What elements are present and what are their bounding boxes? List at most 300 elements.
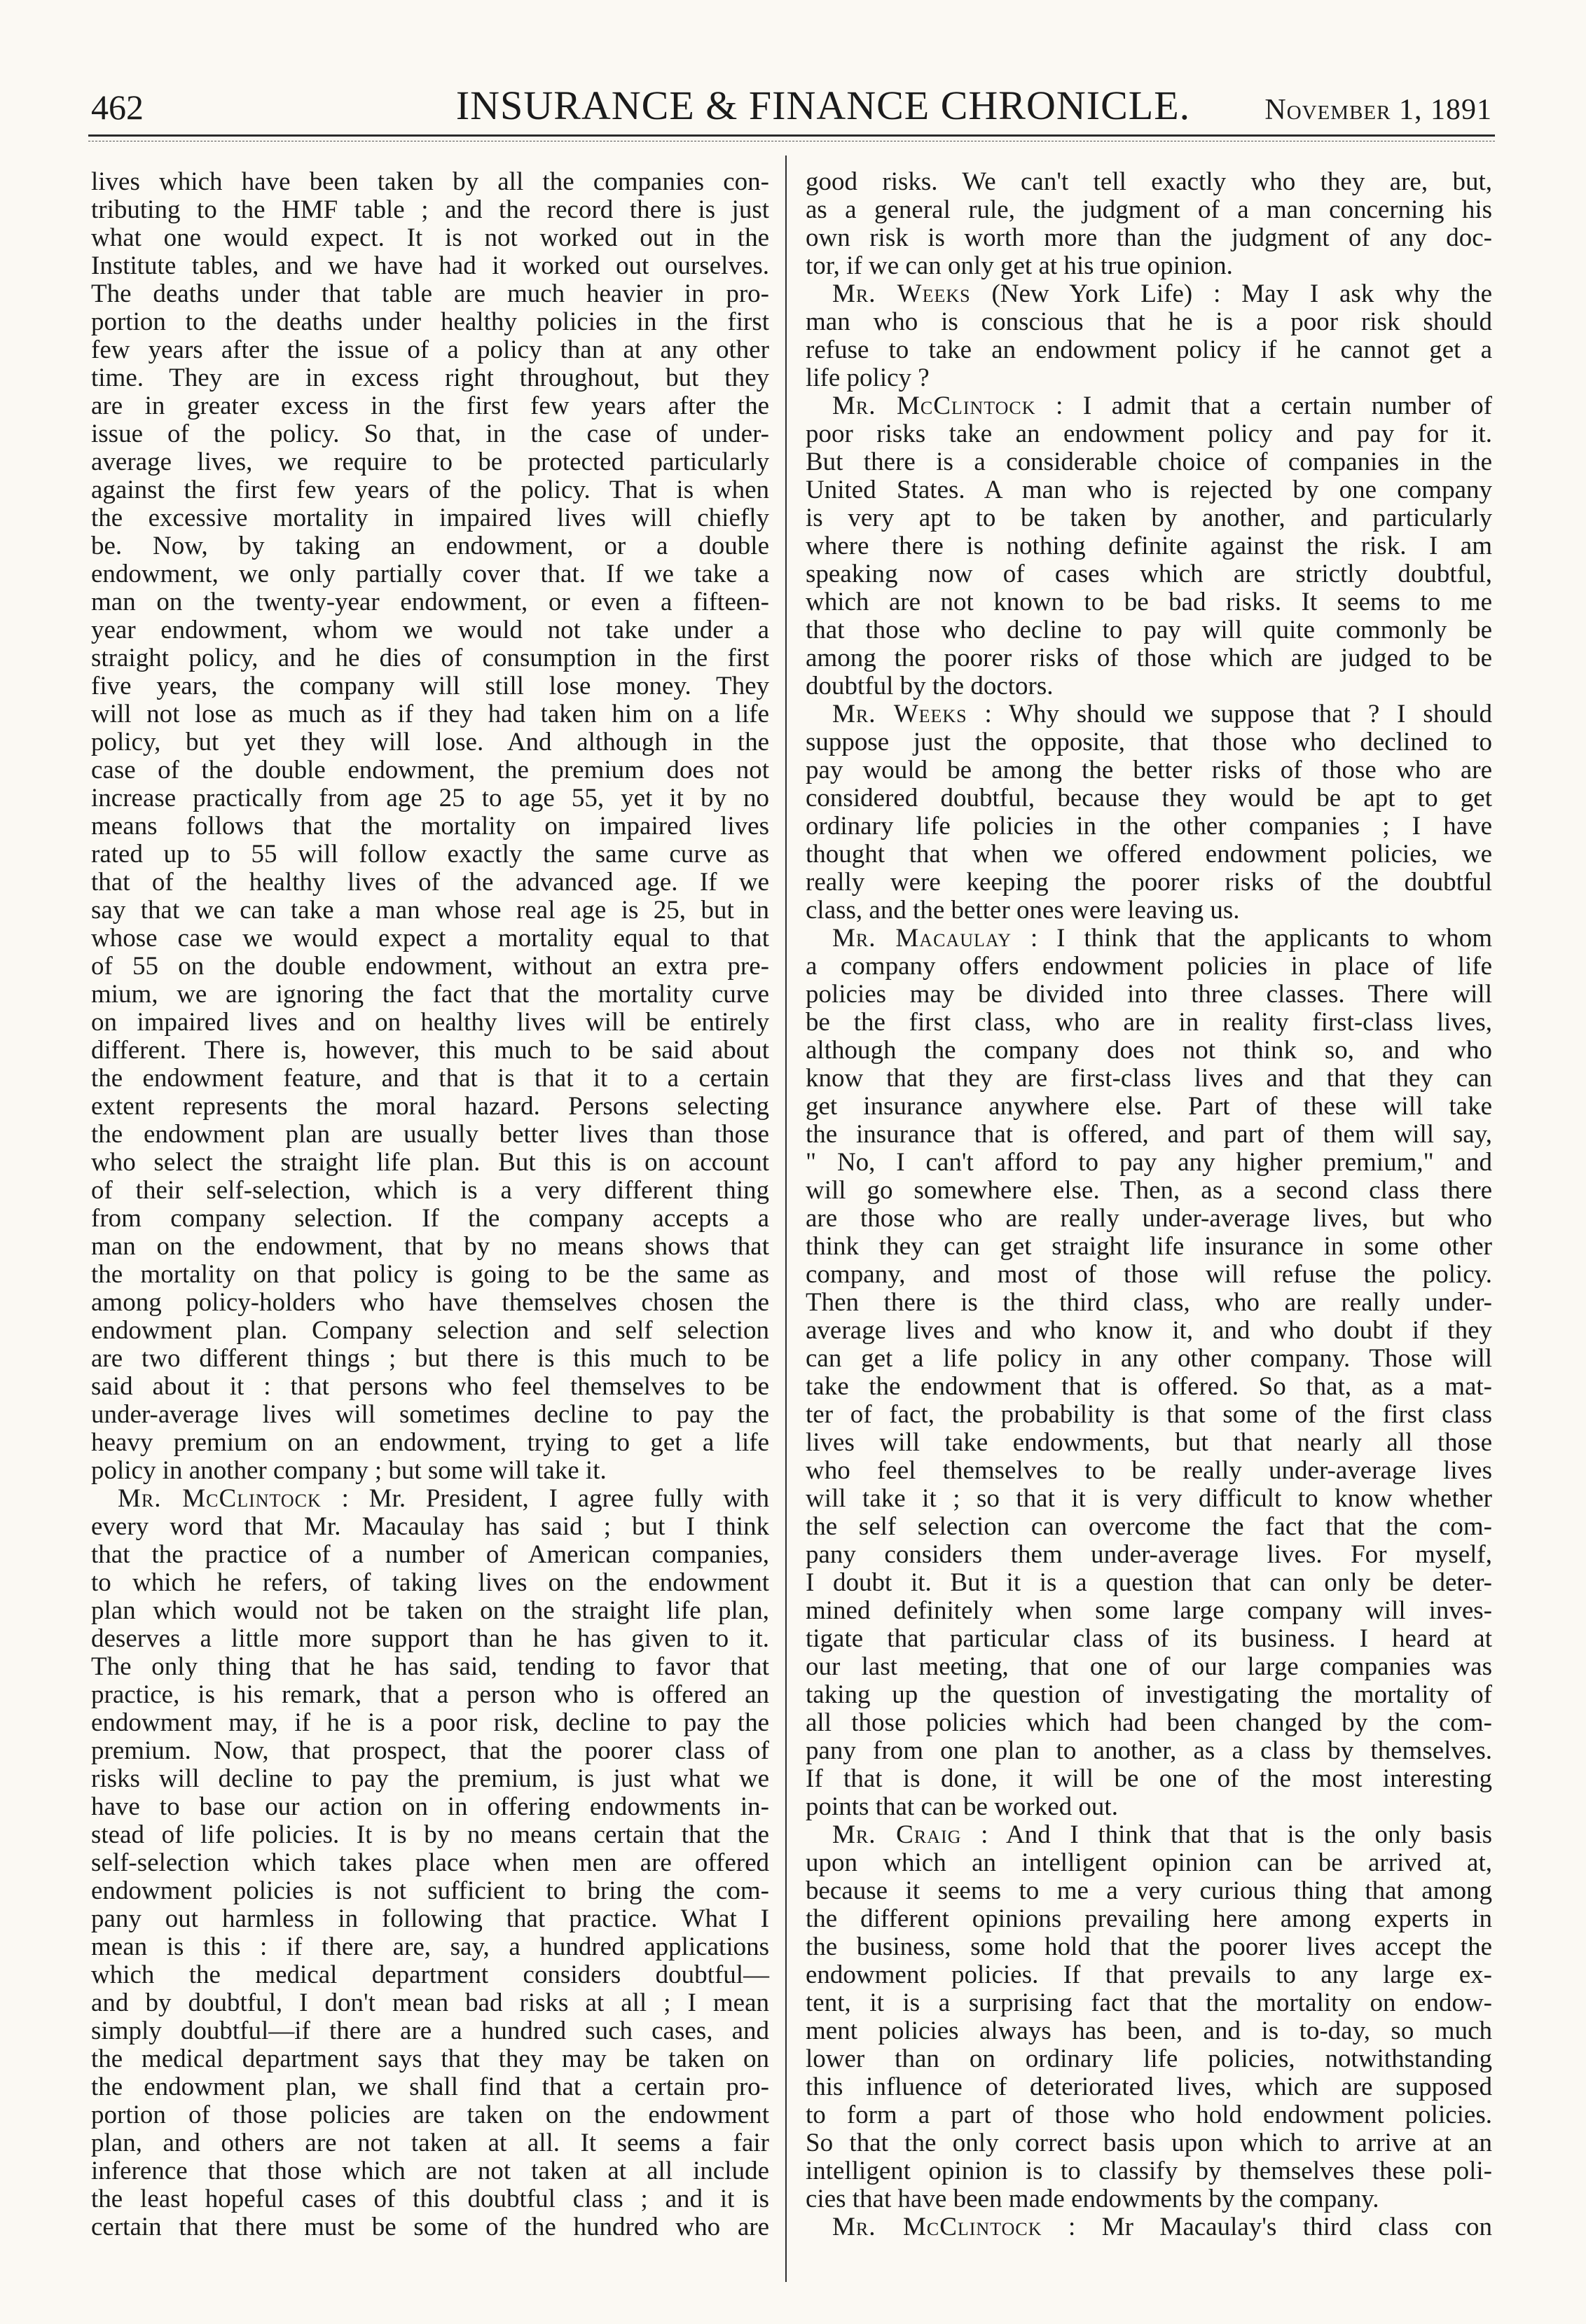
text-line [806, 1429, 1492, 1457]
text-line [806, 1541, 1492, 1569]
text-line [91, 672, 769, 700]
text-line [806, 2101, 1492, 2129]
text-line [91, 981, 769, 1009]
paragraph [806, 700, 1492, 925]
line-text: plan, and others are not taken at all. It seems a fair [91, 2129, 769, 2157]
text-line [91, 1261, 769, 1289]
text-line [91, 700, 769, 728]
text-line [806, 897, 1492, 925]
line-text: pany out harmless in following that practice. What I [91, 1904, 769, 1933]
line-text: among the poorer risks of those which are judged to be [806, 644, 1492, 672]
line-text: get insurance anywhere else. Part of these will take [806, 1092, 1492, 1121]
line-text: the mortality on that policy is going to be the same as [91, 1260, 769, 1289]
text-line [806, 1737, 1492, 1765]
line-text: different. There is, however, this much to be said about [91, 1036, 769, 1065]
page-title: INSURANCE & FINANCE CHRONICLE. [455, 83, 1191, 128]
text-line [806, 700, 1492, 728]
text-line [91, 841, 769, 869]
line-text: the medical department says that they may be taken on [91, 2045, 769, 2073]
line-text: plan which would not be taken on the straight life plan, [91, 1596, 769, 1625]
paragraph [91, 168, 769, 1485]
text-line [91, 784, 769, 812]
line-text: who select the straight life plan. But this is on account [91, 1148, 769, 1177]
line-text: all those policies which had been changed by the com- [806, 1708, 1492, 1737]
text-line [806, 1709, 1492, 1737]
text-line [806, 1205, 1492, 1233]
text-line [91, 1597, 769, 1625]
line-text: lower than on ordinary life policies, notwithstanding [806, 2045, 1492, 2073]
line-text: class, and the better ones were leaving us. [806, 896, 1240, 925]
text-line [806, 504, 1492, 532]
line-text: policy in another company ; but some will take it. [91, 1456, 607, 1485]
line-text: be the first class, who are in reality first-class lives, [806, 1008, 1492, 1037]
line-text: The only thing that he has said, tending to favor that [91, 1652, 769, 1681]
line-text: Then there is the third class, who are really under- [806, 1288, 1492, 1317]
line-text: what one would expect. It is not worked out in the [91, 223, 769, 252]
text-line [91, 1289, 769, 1317]
text-line [806, 644, 1492, 672]
line-text: considered doubtful, because they would be apt to get [806, 784, 1492, 812]
line-text: the endowment plan are usually better lives than those [91, 1120, 769, 1149]
text-line [806, 1317, 1492, 1345]
text-line [91, 308, 769, 336]
line-text: to which he refers, of taking lives on the endowment [91, 1568, 769, 1597]
text-line [806, 224, 1492, 252]
text-line [91, 2129, 769, 2157]
line-text: deserves a little more support than he has given to it. [91, 1624, 769, 1653]
text-line [91, 1457, 769, 1485]
text-line [91, 1793, 769, 1821]
text-line [806, 1289, 1492, 1317]
text-line [91, 1121, 769, 1149]
line-text: pany from one plan to another, as a class by themselves. [806, 1736, 1492, 1765]
text-line [806, 1765, 1492, 1793]
text-line [806, 420, 1492, 448]
text-line [806, 1485, 1492, 1513]
line-text: tor, if we can only get at his true opinion. [806, 251, 1233, 280]
text-line [806, 392, 1492, 420]
text-line [91, 224, 769, 252]
line-text: where there is nothing definite against the risk. I am [806, 532, 1492, 560]
left-column [91, 168, 769, 2241]
line-text: think they can get straight life insurance in some other [806, 1232, 1492, 1261]
text-line [806, 1989, 1492, 2017]
text-line [806, 1681, 1492, 1709]
line-text: rated up to 55 will follow exactly the same curve as [91, 840, 769, 869]
text-line [806, 2129, 1492, 2157]
text-line [806, 532, 1492, 560]
line-text: the business, some hold that the poorer lives accept the [806, 1932, 1492, 1961]
text-line [806, 168, 1492, 196]
text-line [91, 1989, 769, 2017]
text-line [806, 1933, 1492, 1961]
line-text: certain that there must be some of the hundred who are [91, 2213, 769, 2241]
line-text: practice, is his remark, that a person who is offered an [91, 1680, 769, 1709]
text-line [91, 728, 769, 756]
text-line [806, 1401, 1492, 1429]
line-text: the excessive mortality in impaired lives will chiefly [91, 504, 769, 532]
paragraph [806, 392, 1492, 700]
text-line [91, 1065, 769, 1093]
text-line [91, 196, 769, 224]
line-text: United States. A man who is rejected by one company [806, 476, 1492, 504]
line-text: portion of those policies are taken on the endowment [91, 2101, 769, 2129]
text-line [806, 2185, 1492, 2213]
line-text: inference that those which are not taken at all include [91, 2157, 769, 2185]
line-text: issue of the policy. So that, in the case of under- [91, 420, 769, 448]
line-text: are in greater excess in the first few years after the [91, 392, 769, 420]
text-line [91, 616, 769, 644]
line-text: the insurance that is offered, and part of them will say, [806, 1120, 1492, 1149]
column-divider [785, 155, 787, 2282]
text-line [806, 1093, 1492, 1121]
paragraph [806, 168, 1492, 280]
text-line [91, 448, 769, 476]
line-text: five years, the company will still lose money. They [91, 672, 769, 700]
line-text: heavy premium on an endowment, trying to get a life [91, 1428, 769, 1457]
text-line [806, 1345, 1492, 1373]
text-line [91, 1653, 769, 1681]
line-text: portion to the deaths under healthy policies in the first [91, 307, 769, 336]
text-line [91, 925, 769, 953]
line-text: be. Now, by taking an endowment, or a double [91, 532, 769, 560]
text-line [91, 588, 769, 616]
line-text: lives which have been taken by all the companies con- [91, 167, 769, 196]
text-line [806, 1177, 1492, 1205]
text-line [806, 756, 1492, 784]
text-line [806, 336, 1492, 364]
line-text: whose case we would expect a mortality equal to that [91, 924, 769, 953]
text-line [91, 1317, 769, 1345]
line-text: upon which an intelligent opinion can be arrived at, [806, 1848, 1492, 1877]
text-line [91, 1513, 769, 1541]
line-text: that of the healthy lives of the advanced age. If we [91, 868, 769, 897]
line-text: suppose just the opposite, that those who declined to [806, 728, 1492, 756]
text-line [91, 336, 769, 364]
text-line [806, 953, 1492, 981]
text-line [91, 1373, 769, 1401]
text-line [806, 2017, 1492, 2045]
issue-date: November 1, 1891 [1264, 94, 1492, 126]
line-text: know that they are first-class lives and that they can [806, 1064, 1492, 1093]
paragraph [806, 925, 1492, 1821]
text-line [91, 560, 769, 588]
text-line [91, 1821, 769, 1849]
text-line [806, 2045, 1492, 2073]
text-line [806, 560, 1492, 588]
text-line [806, 869, 1492, 897]
line-text: which are not known to be bad risks. It seems to me [806, 588, 1492, 616]
header-rule [88, 134, 1495, 137]
text-line [806, 476, 1492, 504]
speaker-name: Mr. McClintock [832, 2213, 1042, 2241]
line-text: ment policies always has been, and is to-day, so much [806, 2017, 1492, 2045]
text-line [806, 784, 1492, 812]
text-line [91, 1961, 769, 1989]
text-line [806, 616, 1492, 644]
text-line [91, 1877, 769, 1905]
line-text: man on the endowment, that by no means shows that [91, 1232, 769, 1261]
line-text: lives will take endowments, but that nearly all those [806, 1428, 1492, 1457]
line-text: because it seems to me a very curious thing that among [806, 1876, 1492, 1905]
text-line [91, 897, 769, 925]
line-text: doubtful by the doctors. [806, 672, 1054, 700]
speaker-name: Mr. Craig [832, 1820, 962, 1849]
text-line [806, 1513, 1492, 1541]
text-line [91, 168, 769, 196]
line-text: endowment may, if he is a poor risk, decline to pay the [91, 1708, 769, 1737]
text-line [91, 1429, 769, 1457]
text-line [806, 925, 1492, 953]
text-line [91, 2101, 769, 2129]
line-text: company, and most of those will refuse the policy. [806, 1260, 1492, 1289]
line-text: pay would be among the better risks of those who are [806, 756, 1492, 784]
line-text: endowment policies. If that prevails to any large ex- [806, 1960, 1492, 1989]
text-line [806, 1065, 1492, 1093]
text-line [91, 1541, 769, 1569]
text-line [806, 280, 1492, 308]
text-line [806, 981, 1492, 1009]
line-text: Institute tables, and we have had it worked out ourselves. [91, 251, 769, 280]
line-text: means follows that the mortality on impaired lives [91, 812, 769, 841]
line-text: under-average lives will sometimes decline to pay the [91, 1400, 769, 1429]
line-text: and by doubtful, I don't mean bad risks at all ; I mean [91, 1988, 769, 2017]
line-text: thought that when we offered endowment policies, we [806, 840, 1492, 869]
speaker-name: Mr. Weeks [832, 279, 971, 308]
text-line [806, 1009, 1492, 1037]
page-number: 462 [91, 88, 144, 127]
line-text: time. They are in excess right throughout, but they [91, 364, 769, 392]
line-text: have to base our action on in offering endowments in- [91, 1792, 769, 1821]
text-line [806, 1233, 1492, 1261]
text-line [806, 2213, 1492, 2241]
text-line [806, 252, 1492, 280]
text-line [806, 2073, 1492, 2101]
text-line [806, 448, 1492, 476]
line-text: premium. Now, that prospect, that the poorer class of [91, 1736, 769, 1765]
text-line [91, 280, 769, 308]
line-text: year endowment, whom we would not take under a [91, 616, 769, 644]
text-line [806, 364, 1492, 392]
text-line [91, 1905, 769, 1933]
text-line [91, 2157, 769, 2185]
line-text: extent represents the moral hazard. Persons selecting [91, 1092, 769, 1121]
line-text: our last meeting, that one of our large companies was [806, 1652, 1492, 1681]
text-line [806, 1597, 1492, 1625]
line-text: the endowment feature, and that is that it to a certain [91, 1064, 769, 1093]
speaker-name: Mr. Weeks [832, 700, 967, 728]
line-text: policies may be divided into three classes. There will [806, 980, 1492, 1009]
text-line [91, 1205, 769, 1233]
line-text: as a general rule, the judgment of a man concerning his [806, 195, 1492, 224]
text-line [806, 728, 1492, 756]
line-text: policy, but yet they will lose. And although in the [91, 728, 769, 756]
line-text: good risks. We can't tell exactly who they are, but, [806, 167, 1492, 196]
text-line [806, 1793, 1492, 1821]
text-line [806, 1905, 1492, 1933]
line-text: a company offers endowment policies in place of life [806, 952, 1492, 981]
speaker-name: Mr. McClintock [118, 1484, 322, 1513]
text-line [91, 1009, 769, 1037]
line-text: taking up the question of investigating the mortality of [806, 1680, 1492, 1709]
line-text: straight policy, and he dies of consumption in the first [91, 644, 769, 672]
line-text: tributing to the HMF table ; and the record there is just [91, 195, 769, 224]
line-text: : Mr Macaulay's third class con [1068, 2213, 1492, 2241]
line-text: : I think that the applicants to whom [1030, 924, 1492, 953]
text-line [806, 1849, 1492, 1877]
line-text: ter of fact, the probability is that some of the first class [806, 1400, 1492, 1429]
text-line [806, 1121, 1492, 1149]
line-text: speaking now of cases which are strictly doubtful, [806, 560, 1492, 588]
line-text: endowment, we only partially cover that. If we take a [91, 560, 769, 588]
line-text: life policy ? [806, 364, 930, 392]
line-text: can get a life policy in any other company. Those will [806, 1344, 1492, 1373]
line-text: So that the only correct basis upon which to arrive at an [806, 2129, 1492, 2157]
line-text: risks will decline to pay the premium, is just what we [91, 1764, 769, 1793]
paragraph [806, 2213, 1492, 2241]
line-text: self-selection which takes place when men are offered [91, 1848, 769, 1877]
text-line [806, 1457, 1492, 1485]
line-text: say that we can take a man whose real age is 25, but in [91, 896, 769, 925]
text-line [91, 1149, 769, 1177]
text-line [806, 672, 1492, 700]
text-line [91, 1569, 769, 1597]
text-line [91, 953, 769, 981]
line-text: the different opinions prevailing here among experts in [806, 1904, 1492, 1933]
text-line [91, 2073, 769, 2101]
text-line [806, 1569, 1492, 1597]
text-line [91, 392, 769, 420]
line-text: among policy-holders who have themselves chosen the [91, 1288, 769, 1317]
line-text: mean is this : if there are, say, a hundred applications [91, 1932, 769, 1961]
line-text: to form a part of those who hold endowment policies. [806, 2101, 1492, 2129]
text-line [806, 196, 1492, 224]
line-text: ordinary life policies in the other companies ; I have [806, 812, 1492, 841]
text-line [91, 644, 769, 672]
line-text: own risk is worth more than the judgment of any doc- [806, 223, 1492, 252]
text-line [806, 841, 1492, 869]
line-text: will take it ; so that it is very difficult to know whether [806, 1484, 1492, 1513]
line-text: will not lose as much as if they had taken him on a life [91, 700, 769, 728]
line-text: really were keeping the poorer risks of the doubtful [806, 868, 1492, 897]
line-text: mined definitely when some large company will inves- [806, 1596, 1492, 1625]
text-line [806, 588, 1492, 616]
line-text: intelligent opinion is to classify by themselves these poli- [806, 2157, 1492, 2185]
text-line [91, 1485, 769, 1513]
text-line [91, 1849, 769, 1877]
speaker-name: Mr. McClintock [832, 392, 1036, 420]
text-line [91, 1765, 769, 1793]
line-text: from company selection. If the company accepts a [91, 1204, 769, 1233]
text-line [806, 1625, 1492, 1653]
line-text: cies that have been made endowments by the company. [806, 2185, 1379, 2213]
line-text: endowment plan. Company selection and self selection [91, 1316, 769, 1345]
line-text: But there is a considerable choice of companies in the [806, 448, 1492, 476]
text-line [806, 1149, 1492, 1177]
line-text: case of the double endowment, the premium does not [91, 756, 769, 784]
line-text: which the medical department considers doubtful— [91, 1960, 769, 1989]
line-text: increase practically from age 25 to age 55, yet it by no [91, 784, 769, 812]
line-text: tigate that particular class of its business. I heard at [806, 1624, 1492, 1653]
line-text: are two different things ; but there is this much to be [91, 1344, 769, 1373]
text-line [91, 1177, 769, 1205]
paragraph [91, 1485, 769, 2241]
text-line [806, 1653, 1492, 1681]
text-line [91, 1037, 769, 1065]
line-text: stead of life policies. It is by no means certain that the [91, 1820, 769, 1849]
text-line [806, 308, 1492, 336]
line-text: few years after the issue of a policy than at any other [91, 336, 769, 364]
line-text: tent, it is a surprising fact that the mortality on endow- [806, 1988, 1492, 2017]
line-text: are those who are really under-average lives, but who [806, 1204, 1492, 1233]
text-line [91, 364, 769, 392]
line-text: that the practice of a number of American companies, [91, 1540, 769, 1569]
line-text: every word that Mr. Macaulay has said ; but I think [91, 1512, 769, 1541]
line-text: refuse to take an endowment policy if he cannot get a [806, 336, 1492, 364]
text-line [91, 1401, 769, 1429]
text-line [806, 1877, 1492, 1905]
line-text: The deaths under that table are much heavier in pro- [91, 279, 769, 308]
line-text: of their self-selection, which is a very different thing [91, 1176, 769, 1205]
text-line [91, 532, 769, 560]
line-text: is very apt to be taken by another, and particularly [806, 504, 1492, 532]
line-text: endowment policies is not sufficient to bring the com- [91, 1876, 769, 1905]
line-text: poor risks take an endowment policy and pay for it. [806, 420, 1492, 448]
text-line [91, 1933, 769, 1961]
text-line [91, 252, 769, 280]
text-line [806, 1961, 1492, 1989]
line-text: mium, we are ignoring the fact that the mortality curve [91, 980, 769, 1009]
line-text: the endowment plan, we shall find that a certain pro- [91, 2073, 769, 2101]
text-line [91, 476, 769, 504]
text-line [91, 1345, 769, 1373]
paragraph [806, 280, 1492, 392]
text-line [91, 812, 769, 841]
line-text: on impaired lives and on healthy lives will be entirely [91, 1008, 769, 1037]
text-line [91, 1625, 769, 1653]
line-text: points that can be worked out. [806, 1792, 1118, 1821]
line-text: of 55 on the double endowment, without an extra pre- [91, 952, 769, 981]
text-line [91, 1709, 769, 1737]
text-line [806, 1261, 1492, 1289]
line-text: If that is done, it will be one of the most interesting [806, 1764, 1492, 1793]
line-text: (New York Life) : May I ask why the [991, 279, 1493, 308]
text-line [91, 2017, 769, 2045]
text-line [91, 2213, 769, 2241]
line-text: I doubt it. But it is a question that can only be deter- [806, 1568, 1492, 1597]
paragraph [806, 1821, 1492, 2213]
text-line [91, 1737, 769, 1765]
text-line [91, 869, 769, 897]
line-text: : Mr. President, I agree fully with [341, 1484, 769, 1513]
line-text: take the endowment that is offered. So that, as a mat- [806, 1372, 1492, 1401]
line-text: that those who decline to pay will quite commonly be [806, 616, 1492, 644]
speaker-name: Mr. Macaulay [832, 924, 1012, 953]
line-text: this influence of deteriorated lives, which are supposed [806, 2073, 1492, 2101]
text-line [806, 1373, 1492, 1401]
line-text: : And I think that that is the only basis [981, 1820, 1492, 1849]
text-line [91, 1681, 769, 1709]
text-line [91, 1093, 769, 1121]
line-text: average lives, we require to be protected particularly [91, 448, 769, 476]
line-text: man on the twenty-year endowment, or even a fifteen- [91, 588, 769, 616]
line-text: who feel themselves to be really under-average lives [806, 1456, 1492, 1485]
line-text: will go somewhere else. Then, as a second class there [806, 1176, 1492, 1205]
line-text: the self selection can overcome the fact that the com- [806, 1512, 1492, 1541]
text-line [91, 1233, 769, 1261]
line-text: pany considers them under-average lives. For myself, [806, 1540, 1492, 1569]
line-text: " No, I can't afford to pay any higher premium," and [806, 1148, 1492, 1177]
